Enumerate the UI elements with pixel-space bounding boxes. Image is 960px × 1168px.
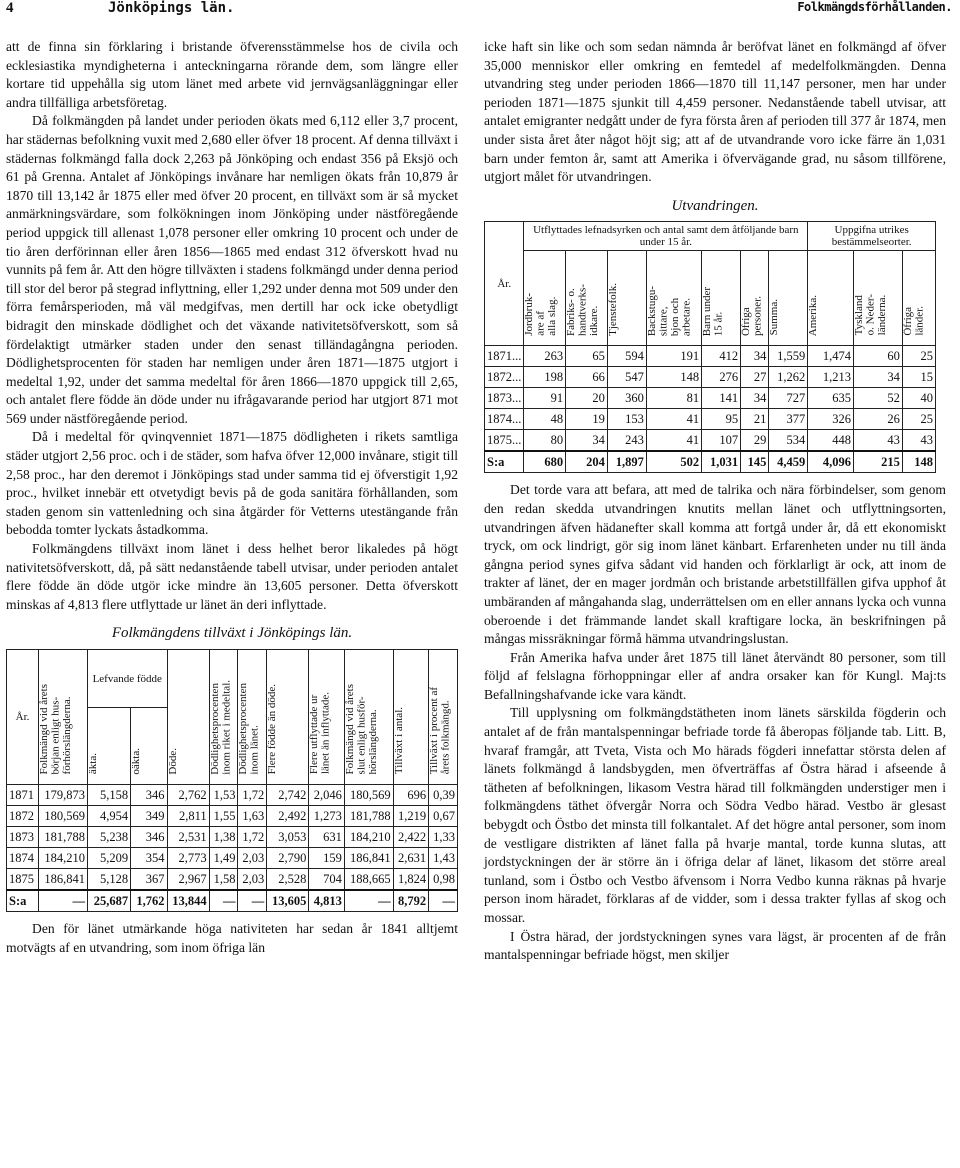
table-cell: 4,096	[808, 451, 854, 473]
table-row	[485, 367, 936, 388]
table-cell: 2,790	[267, 848, 309, 869]
table-cell: 25	[902, 409, 935, 430]
table-cell: 2,773	[167, 848, 209, 869]
table-cell: 727	[769, 388, 808, 409]
table-cell: 243	[607, 430, 646, 452]
table-cell: 1,219	[393, 806, 428, 827]
table-cell: 696	[393, 785, 428, 806]
table-cell: 1874...	[485, 409, 524, 430]
right-paragraph-2: Det torde vara att befara, att med de talrika och nära förbindelser, som genom den redan skedda utvandringen knutits mellan länet och utflyttningsorten, utvandringen äfven hädanefter skall komma att fortgå under år, då ett ekonomiskt tryck, om ock lindrigt, gör sig inom länet känbart. Erfarenheten under nu till ända gångna period synes gifva sådant vid handen och förklarligt är ock, att inom de trakter af länet, der en mager jordmån och bristande arbetstillfällen gifva upphof åt umbäranden af mångahanda slag, underrättelsen om en eller annans lycka och vunna oberoende i det främmande landet skall kraftigare locka, än beskrifningen på mångas missräkningar förmå hämma utvandringslustan.	[484, 482, 946, 647]
table-cell: 1,72	[238, 785, 267, 806]
table-cell: 19	[566, 409, 608, 430]
right-paragraph-3: Från Amerika hafva under året 1875 till länet återvändt 80 personer, som till följd af felslagna förhoppningar eller af andra orsaker kan för Kungl. Maj:ts Befallningshafvande icke vara kändt.	[484, 649, 946, 702]
table-sum-row	[7, 890, 458, 912]
table-row	[7, 785, 458, 806]
table-cell: 5,238	[87, 827, 130, 848]
table-cell: 2,811	[167, 806, 209, 827]
table-cell: 360	[607, 388, 646, 409]
table-cell: 159	[309, 848, 344, 869]
table-cell: —	[238, 890, 267, 912]
table-row	[7, 806, 458, 827]
right-paragraph-4: Till upplysning om folkmängdstätheten inom länets särskilda fögderin och antalet af de från mantalspenningar befriade torde få åberopas följande tab. Litt. B, hvaraf framgår, att Tveta, Vista och Mo härads fögderi innefattar största delen af länets folkmängd å landsbygden, men öfverträffas af Östra härad i afseende å tätheten af befolkningen, likasom Vestra härad till folkmängden understiger men i folkmängdens täthet öfvergår Norra och Södra Vedbo härad. Vestbo är glesast bebygdt och Östbo det minsta till folkantalet. Af det högre antal personer, som inom de vestligare distrikten af länet falla på hvarje mantal, torde kunna slutas, att jordstyckningen der är större än i öfriga delar af länet, likasom det större areal tunland, som i Östbo och Vestbo äfvensom i Norra Vedbo kunna räknas på hvarje person inom häradet, förklaras af de vidder, som i dessa trakter fyllas af skog och mossar.	[484, 705, 946, 925]
t1-header-emigration: Flere utflyttade ur länet än inflyttade.	[309, 650, 344, 785]
table-cell: 13,605	[267, 890, 309, 912]
table-cell: 186,841	[344, 848, 393, 869]
table-row	[7, 869, 458, 891]
table-cell: 5,209	[87, 848, 130, 869]
left-paragraph-3: Då i medeltal för qvinqvenniet 1871—1875 dödligheten i rikets samtliga städer utgjort 2,56 proc. och i de städer, som hafva öfver 12,000 invånare, stigit till 2,58 proc., har den deremot i Jönköpings stad under samma tid ej öfverstigit 1,92 proc., hvilket innebär ett otvetydigt bevis på de goda sanitära förhållanden, som staden genom sin vattenledning och sina åtgärder för Vetterns utestängande från bebodda tomter lyckats åstadkomma.	[6, 429, 458, 538]
table-cell: —	[429, 890, 458, 912]
table-cell: 180,569	[39, 806, 88, 827]
right-paragraph-1: icke haft sin like och som sedan nämnda år beröfvat länet en folkmängd af öfver 35,000 menniskor eller omkring en femtedel af medelfolkmängden. Denna utvandring steg under perioden 1866—1870 till 11,147 personer, men har under perioden 1871—1875 sjunkit till 4,459 personer. Nedanstående tabell utvisar, att antalet emigranter nedgått under de fyra första åren af perioden till 377 år 1874, men under sista året åter något höjt sig; att af de utvandrande voro icke färre än 1,031 barn under femton år, samt att Amerika i öfvervägande grad, nu såsom tillförene, utgjort målet för utvandringen.	[484, 39, 946, 185]
table-cell: 181,788	[39, 827, 88, 848]
table-cell: 1874	[7, 848, 39, 869]
page-number: 4	[6, 0, 14, 16]
t2-header-others: Öfriga personer.	[741, 251, 769, 346]
table-cell: —	[344, 890, 393, 912]
t2-header-destinations: Uppgifna utrikes bestämmelseorter.	[808, 222, 936, 251]
left-column	[6, 38, 458, 957]
table-cell: 1,53	[209, 785, 238, 806]
table-cell: 346	[131, 827, 167, 848]
left-paragraph-1: att de finna sin förklaring i bristande öfverensstämmelse hos de civila och ecklesiastika myndigheterna i anteckningarna rörande dem, som längre eller kortare tid uppehålla sig utom länet med arbete vid jernvägsanläggningar eller andra tillfälliga arbetsföretag.	[6, 39, 458, 110]
table-cell: 2,528	[267, 869, 309, 891]
table-cell: 1,43	[429, 848, 458, 869]
table-cell: 27	[741, 367, 769, 388]
table-row	[7, 827, 458, 848]
table-cell: 326	[808, 409, 854, 430]
t2-header-servants: Tjenstefolk.	[607, 251, 646, 346]
table-cell: 412	[702, 346, 741, 367]
table-cell: 48	[524, 409, 566, 430]
table-cell: 2,631	[393, 848, 428, 869]
table-cell: 198	[524, 367, 566, 388]
table-cell: 1872	[7, 806, 39, 827]
table-cell: 204	[566, 451, 608, 473]
table-cell: 29	[741, 430, 769, 452]
table-cell: 13,844	[167, 890, 209, 912]
table-cell: 1,63	[238, 806, 267, 827]
table-cell: 141	[702, 388, 741, 409]
table-cell: 635	[808, 388, 854, 409]
table-cell: 448	[808, 430, 854, 452]
table-cell: 65	[566, 346, 608, 367]
table-cell: 547	[607, 367, 646, 388]
table-cell: 502	[646, 451, 701, 473]
table-cell: 1,559	[769, 346, 808, 367]
table-cell: 2,967	[167, 869, 209, 891]
table-cell: 631	[309, 827, 344, 848]
right-paragraph-5: I Östra härad, der jordstyckningen synes vara lägst, är procenten af de från mantalspenningar befriade högst, men skiljer	[484, 928, 946, 963]
t2-header-germany: Tyskland o. Neder- länderna.	[853, 251, 902, 346]
t2-header-children: Barn under 15 år.	[702, 251, 741, 346]
emigration-table	[484, 221, 936, 473]
table-cell: 1871...	[485, 346, 524, 367]
table-cell: 354	[131, 848, 167, 869]
table-cell: 1,49	[209, 848, 238, 869]
table-cell: 43	[902, 430, 935, 452]
table-cell: 95	[702, 409, 741, 430]
table-cell: 2,531	[167, 827, 209, 848]
table-cell: 1875	[7, 869, 39, 891]
table-cell: 52	[853, 388, 902, 409]
table-cell: 186,841	[39, 869, 88, 891]
right-column	[484, 38, 946, 965]
table-cell: 184,210	[344, 827, 393, 848]
table-cell: 91	[524, 388, 566, 409]
table-cell: 4,813	[309, 890, 344, 912]
t2-header-farmers: Jordbruk- are af alla slag.	[524, 251, 566, 346]
table-cell: 2,03	[238, 848, 267, 869]
table-cell: 276	[702, 367, 741, 388]
table-cell: —	[39, 890, 88, 912]
table-cell: 41	[646, 430, 701, 452]
table-cell: 1,72	[238, 827, 267, 848]
table-cell: 534	[769, 430, 808, 452]
table-cell: 145	[741, 451, 769, 473]
table-cell: 81	[646, 388, 701, 409]
table-cell: 2,422	[393, 827, 428, 848]
table-cell: 680	[524, 451, 566, 473]
table-cell: 26	[853, 409, 902, 430]
t2-header-occupations: Utflyttades lefnadsyrken och antal samt dem åtföljande barn under 15 år.	[524, 222, 808, 251]
table-cell: 346	[131, 785, 167, 806]
table-cell: 40	[902, 388, 935, 409]
table-cell: 148	[902, 451, 935, 473]
table-cell: 1,824	[393, 869, 428, 891]
table-row	[485, 388, 936, 409]
table-cell: 60	[853, 346, 902, 367]
table-cell: 34	[741, 388, 769, 409]
table-cell: 215	[853, 451, 902, 473]
table-cell: 0,67	[429, 806, 458, 827]
table-cell: 1873	[7, 827, 39, 848]
table-row	[7, 848, 458, 869]
table-cell: 349	[131, 806, 167, 827]
table-cell: 263	[524, 346, 566, 367]
table-cell: 34	[741, 346, 769, 367]
t2-header-labourers: Backstugu- sittare, bjon och arbetare.	[646, 251, 701, 346]
table-cell: 179,873	[39, 785, 88, 806]
table-cell: 180,569	[344, 785, 393, 806]
table-cell: 181,788	[344, 806, 393, 827]
table-cell: S:a	[485, 451, 524, 473]
table-sum-row	[485, 451, 936, 473]
table-cell: S:a	[7, 890, 39, 912]
table-cell: 1873...	[485, 388, 524, 409]
table-cell: 153	[607, 409, 646, 430]
table-cell: 594	[607, 346, 646, 367]
left-paragraph-5: Den för länet utmärkande höga nativiteten har sedan år 1841 alltjemt motvägts af en utvandring, som inom öfriga län	[6, 921, 458, 955]
t2-header-other-countries: Öfriga länder.	[902, 251, 935, 346]
table-cell: 80	[524, 430, 566, 452]
table-cell: 34	[853, 367, 902, 388]
table-cell: 5,158	[87, 785, 130, 806]
table-cell: 2,762	[167, 785, 209, 806]
table-cell: 43	[853, 430, 902, 452]
table-cell: 20	[566, 388, 608, 409]
table-cell: 1,262	[769, 367, 808, 388]
table-cell: 1871	[7, 785, 39, 806]
left-paragraph-2: Då folkmängden på landet under perioden ökats med 6,112 eller 3,7 procent, har städernas befolkning vuxit med 2,680 eller öfver 18 procent. Af denna tillväxt i städernas folkmängd falla dock 2,263 på Jönköping och endast 356 på Eksjö och 61 på Grenna. Antalet af Jönköpings invånare har nemligen ökats från 10,879 år 1870 till 13,142 år 1875 eller med öfver 20 procent, en tillväxt som är så mycket anmärkningsvärdare, som folkökningen inom Jönköping under nästföregående period uppgick till allenast 1,078 personer eller omkring 10 procent och under de tio åren derförinnan eller åren 1856—1865 med endast 312 öfverskott hvad nu vunnits på fem år. Att den högre tillväxten i stadens folkmängd under denna period till stor del beror på stegrad inflyttning, eller 1,292 under denna mot 509 under den förra femårsperioden, må väl medgifvas, men dertill har ock icke obetydligt bidragit den minskade dödlighet och det växande nativitetsöfverskott, som så fördelaktigt utmärker staden under den senast tilländagångna perioden. Dödlighetsprocenten för staden har nemligen under åren 1871—1875 utgjort i medeltal 1,92, under det samma medeltal för åren 1866—1870 uppgick till 2,65, och antalet flere födde än döde under nu ifrågavarande period har utgjort 871 mot 569 under nästföregående period.	[6, 113, 458, 426]
table-cell: 1,38	[209, 827, 238, 848]
table2-title: Utvandringen.	[671, 197, 759, 214]
table-cell: 5,128	[87, 869, 130, 891]
table-cell: 66	[566, 367, 608, 388]
table-cell: 34	[566, 430, 608, 452]
table-cell: 41	[646, 409, 701, 430]
t1-header-legit: äkta.	[87, 708, 130, 785]
t1-header-illegit: oäkta.	[131, 708, 167, 785]
table-row	[485, 430, 936, 452]
table-cell: 377	[769, 409, 808, 430]
population-growth-table	[6, 649, 458, 912]
table-cell: 184,210	[39, 848, 88, 869]
running-header	[0, 0, 960, 20]
table-cell: 1,897	[607, 451, 646, 473]
table-cell: 4,459	[769, 451, 808, 473]
table-cell: 1,55	[209, 806, 238, 827]
t2-header-america: Amerika.	[808, 251, 854, 346]
t1-header-mort-county: Dödlighetsprocenten inom länet.	[238, 650, 267, 785]
table-cell: 1,33	[429, 827, 458, 848]
table-cell: 107	[702, 430, 741, 452]
left-paragraph-4: Folkmängdens tillväxt inom länet i dess helhet beror likaledes på högt nativitetsöfverskott, då, på sätt nedanstående tabell utvisar, under perioden antalet flere födde än döde utgör icke mindre än 13,605 personer. Detta öfverskott minskas af 4,813 flere utflyttade ur länet än deri inflyttade.	[6, 541, 458, 612]
table-cell: 191	[646, 346, 701, 367]
t1-header-dead: Döde.	[167, 650, 209, 785]
t1-header-pop-start: Folkmängd vid årets början enligt hus- förhörslängderna.	[39, 650, 88, 785]
t1-header-pop-end: Folkmängd vid årets slut enligt husför- hörslängderna.	[344, 650, 393, 785]
table-cell: 1,213	[808, 367, 854, 388]
table-cell: 367	[131, 869, 167, 891]
table-row	[485, 346, 936, 367]
table-cell: 1,474	[808, 346, 854, 367]
table-cell: 1875...	[485, 430, 524, 452]
table-cell: 25,687	[87, 890, 130, 912]
t1-header-growth-pct: Tillväxt i procent af årets folkmängd.	[429, 650, 458, 785]
table-cell: 2,046	[309, 785, 344, 806]
table-cell: 2,742	[267, 785, 309, 806]
t2-header-year: År.	[485, 222, 524, 346]
table-row	[485, 409, 936, 430]
running-section: Folkmängdsförhållanden.	[797, 0, 952, 14]
table-cell: 1,031	[702, 451, 741, 473]
t1-header-born: Lefvande födde	[87, 650, 167, 708]
table-cell: 0,98	[429, 869, 458, 891]
table-cell: 1872...	[485, 367, 524, 388]
table-cell: 8,792	[393, 890, 428, 912]
table-cell: 0,39	[429, 785, 458, 806]
table-cell: 188,665	[344, 869, 393, 891]
table-cell: 2,492	[267, 806, 309, 827]
table-cell: 3,053	[267, 827, 309, 848]
table-cell: 2,03	[238, 869, 267, 891]
table-cell: 1,762	[131, 890, 167, 912]
t2-header-craftsmen: Fabriks- o. handtverks- idkare.	[566, 251, 608, 346]
table-cell: 4,954	[87, 806, 130, 827]
table1-title: Folkmängdens tillväxt i Jönköpings län.	[111, 625, 353, 642]
table-cell: 15	[902, 367, 935, 388]
table-cell: 704	[309, 869, 344, 891]
table-cell: 148	[646, 367, 701, 388]
table-cell: 1,273	[309, 806, 344, 827]
t1-header-mort-kingdom: Dödlighetsprocenten inom riket i medeltal.	[209, 650, 238, 785]
table-cell: —	[209, 890, 238, 912]
t2-header-sum: Summa.	[769, 251, 808, 346]
t1-header-excess: Flere födde än döde.	[267, 650, 309, 785]
table-cell: 21	[741, 409, 769, 430]
running-title: Jönköpings län.	[108, 0, 235, 16]
table-cell: 25	[902, 346, 935, 367]
t1-header-growth: Tillväxt i antal.	[393, 650, 428, 785]
table-cell: 1,58	[209, 869, 238, 891]
t1-header-year: År.	[7, 650, 39, 785]
